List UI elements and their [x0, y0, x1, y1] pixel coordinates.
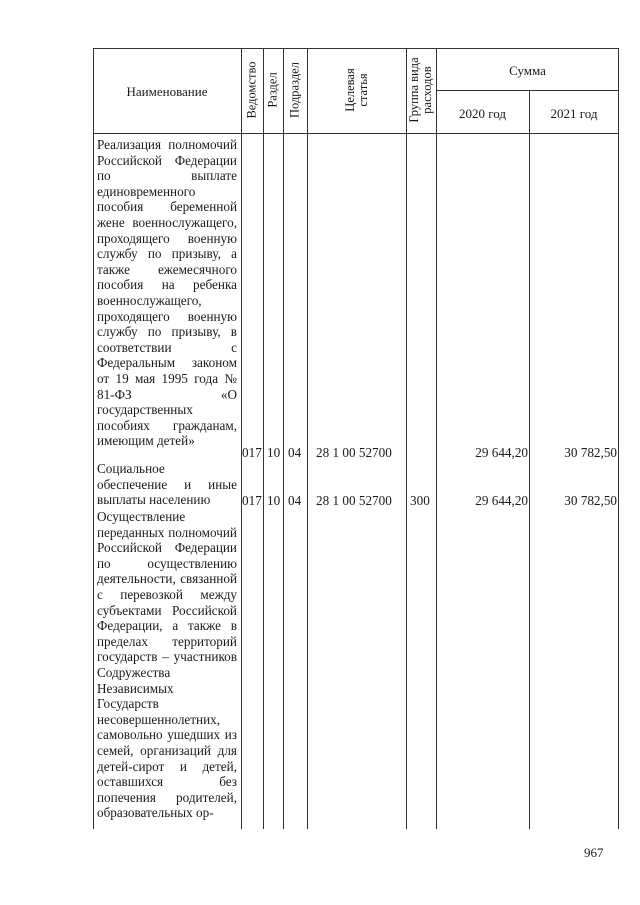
- row-1-sum-2020: 29 644,20: [475, 445, 528, 460]
- header-ministry: Ведомство: [244, 61, 259, 119]
- row-1-name: Реализация полномочий Российской Федерации по выплате единовременного пособия беременной жене военнослужащего, проходящего военную службу по призыву, а также ежемесячного пособия на ребенка военнослужащего, проходящего военную службу по призыву, в соответствии с Федеральным законом от 19 мая 1995 года № 81-ФЗ «О государственных пособиях гражданам, имеющим детей»: [97, 137, 237, 449]
- column-divider: [283, 48, 284, 829]
- column-divider: [406, 48, 407, 829]
- header-expense-group: Группа вида расходов: [407, 57, 434, 123]
- header-year-2020: 2020 год: [459, 106, 506, 121]
- header-bottom-line: [93, 133, 619, 134]
- column-divider: [241, 48, 242, 829]
- table-border-top: [93, 48, 619, 49]
- budget-table: [93, 48, 619, 829]
- row-2-ministry: 017: [242, 493, 262, 508]
- row-1-target: 28 1 00 52700: [316, 445, 392, 460]
- header-target: Целевая статья: [343, 68, 370, 112]
- row-2-name: Социальное обеспечение и иные выплаты населению: [97, 461, 237, 508]
- page-number: 967: [584, 845, 604, 860]
- column-divider: [307, 48, 308, 829]
- column-divider: [436, 48, 437, 829]
- row-2-sum-2021: 30 782,50: [564, 493, 617, 508]
- row-2-target: 28 1 00 52700: [316, 493, 392, 508]
- header-year-2021: 2021 год: [550, 106, 598, 121]
- row-1-ministry: 017: [242, 445, 262, 460]
- table-border-left: [93, 48, 94, 829]
- row-2-section: 10: [267, 493, 281, 508]
- header-sum: Сумма: [509, 63, 546, 78]
- header-subsection: Подраздел: [287, 62, 302, 118]
- row-1-section: 10: [267, 445, 281, 460]
- row-3-name: Осуществление переданных полномочий Российской Федерации по осуществлению деятельности, связанной с перевозкой между субъектами Российской Федерации, а также в пределах территорий государств – участников Содружества Независимых Государств несовершеннолетних, самовольно ушедших из семей, организаций для детей-сирот и детей, оставшихся без попечения родителей, образовательных ор-: [97, 509, 237, 821]
- row-2-expense-group: 300: [410, 493, 430, 508]
- column-divider: [263, 48, 264, 829]
- table-border-right: [618, 48, 619, 829]
- header-name: Наименование: [126, 84, 208, 99]
- row-2-sum-2020: 29 644,20: [475, 493, 528, 508]
- sum-subheader-line: [436, 90, 619, 91]
- row-1-sum-2021: 30 782,50: [564, 445, 617, 460]
- row-1-subsection: 04: [288, 445, 302, 460]
- row-2-subsection: 04: [288, 493, 302, 508]
- header-section: Раздел: [265, 72, 280, 108]
